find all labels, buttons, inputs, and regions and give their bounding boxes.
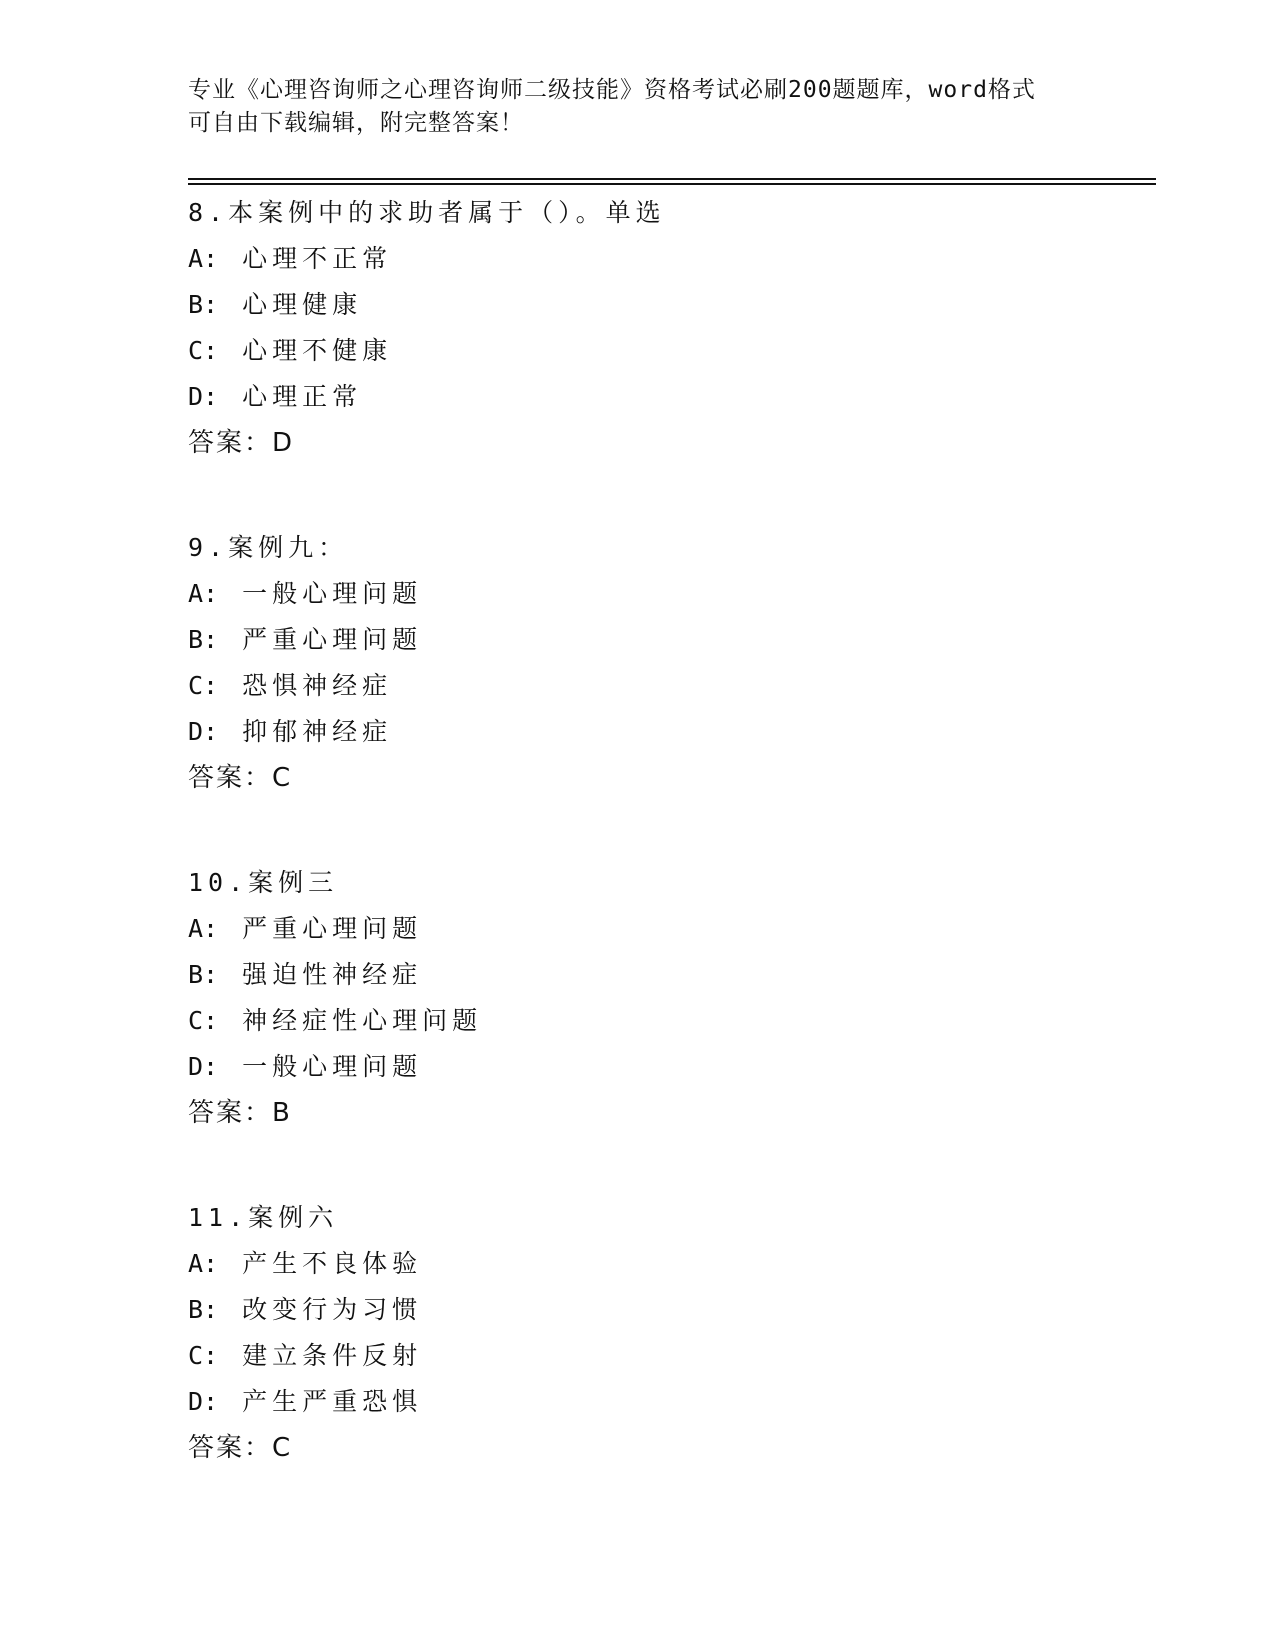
answer-line: 答案：B <box>188 1098 292 1128</box>
header-line-2: 可自由下载编辑，附完整答案！ <box>188 110 524 136</box>
option-b <box>188 282 1148 328</box>
option-letter: A: <box>188 914 219 943</box>
option-c <box>188 998 1148 1044</box>
option-a <box>188 571 1148 617</box>
option-text: 严重心理问题 <box>242 625 423 654</box>
option-letter: C: <box>188 671 219 700</box>
question-block <box>188 190 1148 466</box>
option-c <box>188 328 1148 374</box>
option-a <box>188 236 1148 282</box>
option-letter: C: <box>188 1006 219 1035</box>
option-text: 神经症性心理问题 <box>242 1006 483 1035</box>
option-text: 强迫性神经症 <box>242 960 423 989</box>
option-letter: D: <box>188 1052 219 1081</box>
option-letter: B: <box>188 625 219 654</box>
answer-line: 答案：C <box>188 1433 293 1463</box>
option-text: 心理健康 <box>242 290 363 319</box>
answer-line: 答案：C <box>188 763 293 793</box>
question-title: 11.案例六 <box>188 1203 339 1232</box>
option-letter: B: <box>188 1295 219 1324</box>
option-letter: C: <box>188 336 219 365</box>
option-d <box>188 374 1148 420</box>
question-title: 8.本案例中的求助者属于（）。单选 <box>188 198 666 227</box>
option-text: 心理不健康 <box>242 336 393 365</box>
option-d <box>188 1379 1148 1425</box>
option-b <box>188 952 1148 998</box>
question-block <box>188 525 1148 801</box>
option-text: 心理正常 <box>242 382 363 411</box>
option-text: 心理不正常 <box>242 244 393 273</box>
question-block <box>188 1195 1148 1471</box>
question-block <box>188 860 1148 1136</box>
option-b <box>188 1287 1148 1333</box>
question-title: 9.案例九： <box>188 533 349 562</box>
option-letter: D: <box>188 382 219 411</box>
option-d <box>188 709 1148 755</box>
option-letter: B: <box>188 960 219 989</box>
header-divider-bottom <box>188 183 1156 185</box>
option-c <box>188 1333 1148 1379</box>
header-divider-top <box>188 178 1156 180</box>
option-c <box>188 663 1148 709</box>
option-letter: A: <box>188 579 219 608</box>
question-title: 10.案例三 <box>188 868 339 897</box>
option-text: 一般心理问题 <box>242 1052 423 1081</box>
option-letter: A: <box>188 1249 219 1278</box>
option-text: 一般心理问题 <box>242 579 423 608</box>
option-text: 恐惧神经症 <box>242 671 393 700</box>
option-letter: C: <box>188 1341 219 1370</box>
option-letter: D: <box>188 1387 219 1416</box>
option-letter: B: <box>188 290 219 319</box>
answer-line: 答案：D <box>188 428 295 458</box>
option-text: 严重心理问题 <box>242 914 423 943</box>
option-letter: D: <box>188 717 219 746</box>
option-a <box>188 1241 1148 1287</box>
option-a <box>188 906 1148 952</box>
option-text: 产生不良体验 <box>242 1249 423 1278</box>
option-b <box>188 617 1148 663</box>
document-header <box>188 74 1088 140</box>
option-letter: A: <box>188 244 219 273</box>
option-text: 抑郁神经症 <box>242 717 393 746</box>
option-text: 建立条件反射 <box>242 1341 423 1370</box>
question-list <box>188 190 1148 1530</box>
option-text: 改变行为习惯 <box>242 1295 423 1324</box>
option-text: 产生严重恐惧 <box>242 1387 423 1416</box>
header-line-1: 专业《心理咨询师之心理咨询师二级技能》资格考试必刷200题题库，word格式 <box>188 77 1036 103</box>
option-d <box>188 1044 1148 1090</box>
